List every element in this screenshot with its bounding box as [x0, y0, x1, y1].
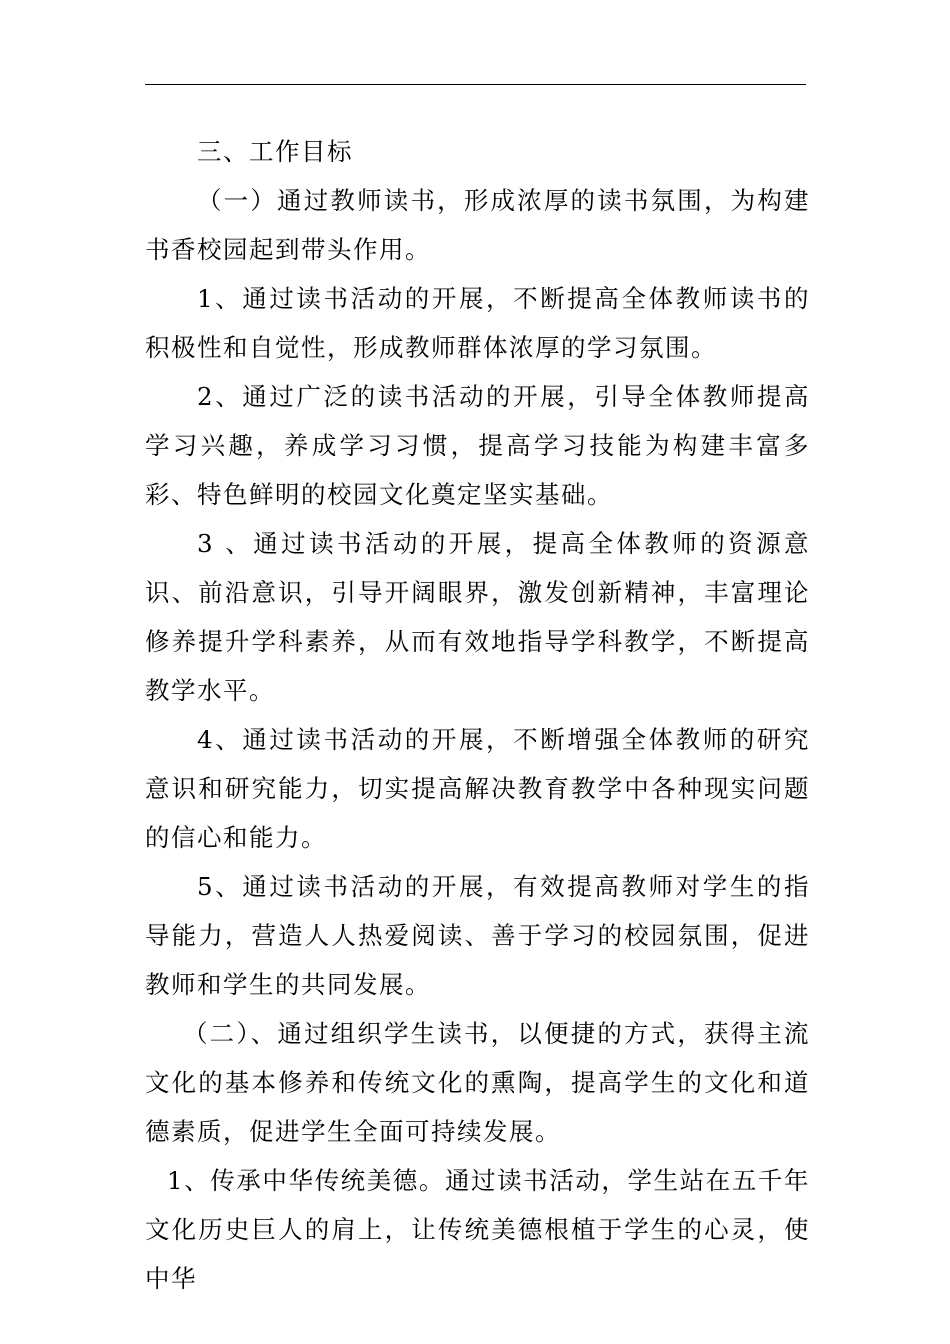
paragraph-3: 2、通过广泛的读书活动的开展，引导全体教师提高学习兴趣，养成学习习惯，提高学习技能为构建丰富多彩、特色鲜明的校园文化奠定坚实基础。	[145, 382, 810, 509]
paragraph-7: （二）、通过组织学生读书，以便捷的方式，获得主流文化的基本修养和传统文化的熏陶，提高学生的文化和道德素质，促进学生全面可持续发展。	[145, 1019, 810, 1146]
paragraph-1: （一）通过教师读书，形成浓厚的读书氛围，为构建书香校园起到带头作用。	[145, 186, 810, 264]
header-rule	[145, 84, 806, 85]
paragraph-2: 1、通过读书活动的开展，不断提高全体教师读书的积极性和自觉性，形成教师群体浓厚的学习氛围。	[145, 284, 810, 362]
paragraph-8: 1、传承中华传统美德。通过读书活动，学生站在五千年文化历史巨人的肩上，让传统美德根植于学生的心灵，使中华	[145, 1166, 810, 1293]
paragraph-6: 5、通过读书活动的开展，有效提高教师对学生的指导能力，营造人人热爱阅读、善于学习的校园氛围，促进教师和学生的共同发展。	[145, 872, 810, 999]
paragraph-4: 3 、通过读书活动的开展，提高全体教师的资源意识、前沿意识，引导开阔眼界，激发创新精神，丰富理论修养提升学科素养，从而有效地指导学科教学，不断提高教学水平。	[145, 529, 810, 705]
document-body	[145, 127, 810, 1303]
paragraph-5: 4、通过读书活动的开展，不断增强全体教师的研究意识和研究能力，切实提高解决教育教学中各种现实问题的信心和能力。	[145, 725, 810, 852]
section-heading: 三、工作目标	[197, 137, 353, 166]
